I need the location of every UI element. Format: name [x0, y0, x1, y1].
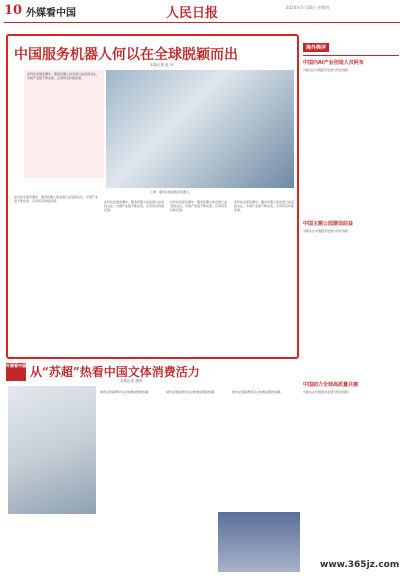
robot-photo: [106, 70, 294, 188]
second-col-3: 城市足球联赛带动文体旅消费新热潮。: [232, 390, 284, 394]
right-rule: [303, 55, 399, 56]
lead-text: 在科技发展浪潮中，服务机器人的发展日益受到关注，中国产业链不断完善，应用场景持续拓展。: [27, 72, 100, 80]
lead-box: [24, 70, 104, 178]
header-rule: [4, 22, 400, 23]
masthead: 人民日报: [166, 6, 219, 21]
watermark: www.365jz.com: [320, 560, 400, 570]
right-article3-text: 外媒关注中国经济发展与科技创新。: [303, 390, 352, 394]
second-headline[interactable]: 从“苏超”热看中国文体消费活力: [30, 365, 200, 379]
right-column: [303, 34, 401, 574]
bottom-photo: [218, 512, 300, 572]
stadium-photo: [8, 386, 96, 514]
right-article2-text: 外媒关注中国经济发展与科技创新。: [303, 229, 352, 233]
column-1: 在科技发展浪潮中，服务机器人的发展日益受到关注，中国产业链不断完善，应用场景持续拓展。: [14, 195, 98, 203]
column-3: 在科技发展浪潮中，服务机器人的发展日益受到关注，中国产业链不断完善，应用场景持续拓展。: [170, 200, 228, 212]
column-4: 在科技发展浪潮中，服务机器人的发展日益受到关注，中国产业链不断完善，应用场景持续拓展。: [234, 200, 294, 212]
right-article3-title[interactable]: 中国助力全球高质量共建: [303, 382, 359, 388]
second-byline: 本报记者 胡奇: [120, 379, 143, 383]
page-number: 10: [4, 3, 23, 18]
column-2: 在科技发展浪潮中，服务机器人的发展日益受到关注，中国产业链不断完善，应用场景持续拓展。: [104, 200, 164, 212]
main-byline: 本报记者 赵 丹: [150, 63, 174, 67]
second-col-1: 城市足球联赛带动文体旅消费新热潮。: [100, 390, 152, 394]
main-headline[interactable]: 中国服务机器人何以在全球脱颖而出: [14, 47, 238, 63]
header-info: 2024年7月18日 星期四: [286, 5, 330, 10]
right-article1-title[interactable]: 中国向AI产业创造人员阿布: [303, 60, 364, 66]
right-tag: 海外舆评: [303, 43, 329, 52]
section-tag: 外媒看中国: [6, 363, 26, 381]
right-article1-text: 外媒关注中国经济发展与科技创新。: [303, 68, 352, 72]
section-title: 外媒看中国: [26, 8, 76, 19]
photo-caption: 上图：观众在体验服务机器人。: [150, 190, 193, 194]
second-col-2: 城市足球联赛带动文体旅消费新热潮。: [166, 390, 218, 394]
right-article2-title[interactable]: 中国主题公园建设助益: [303, 221, 354, 227]
